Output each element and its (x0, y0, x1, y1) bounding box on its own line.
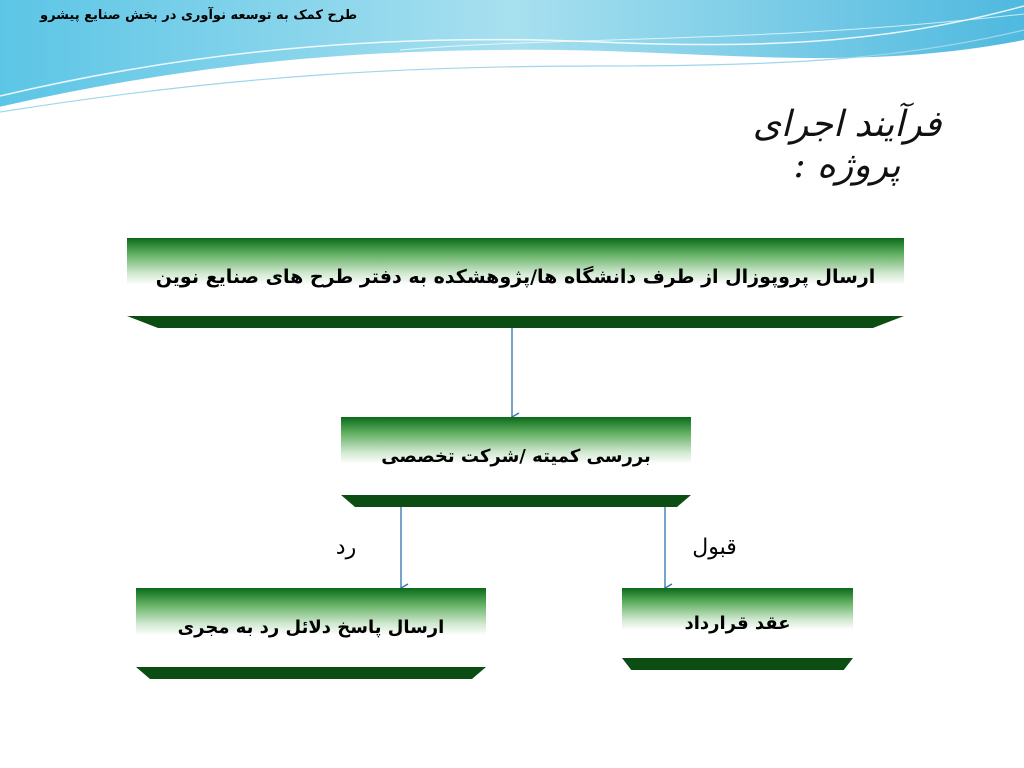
accept-result-box (622, 588, 853, 670)
step1-text: ارسال پروپوزال از طرف دانشگاه ها/پژوهشکده به دفتر طرح های صنایع نوین (127, 238, 904, 316)
slide-title: فرآیند اجرای پروژه : (752, 104, 942, 186)
accept-result-text: عقد قرارداد (622, 588, 853, 658)
reject-result-box (136, 588, 486, 679)
step2-box (341, 417, 691, 507)
step2-bevel (341, 495, 691, 507)
presentation-header-title: طرح کمک به توسعه نوآوری در بخش صنایع پیشرو (40, 8, 358, 23)
reject-label: رد (306, 522, 386, 572)
step1-box (127, 238, 904, 328)
step1-bevel (127, 316, 904, 328)
step2-text: بررسی کمیته /شرکت تخصصی (341, 417, 691, 495)
accept-label: قبول (677, 522, 752, 572)
accept-result-bevel (622, 658, 853, 670)
reject-result-bevel (136, 667, 486, 679)
reject-result-text: ارسال پاسخ دلائل رد به مجری (136, 588, 486, 667)
